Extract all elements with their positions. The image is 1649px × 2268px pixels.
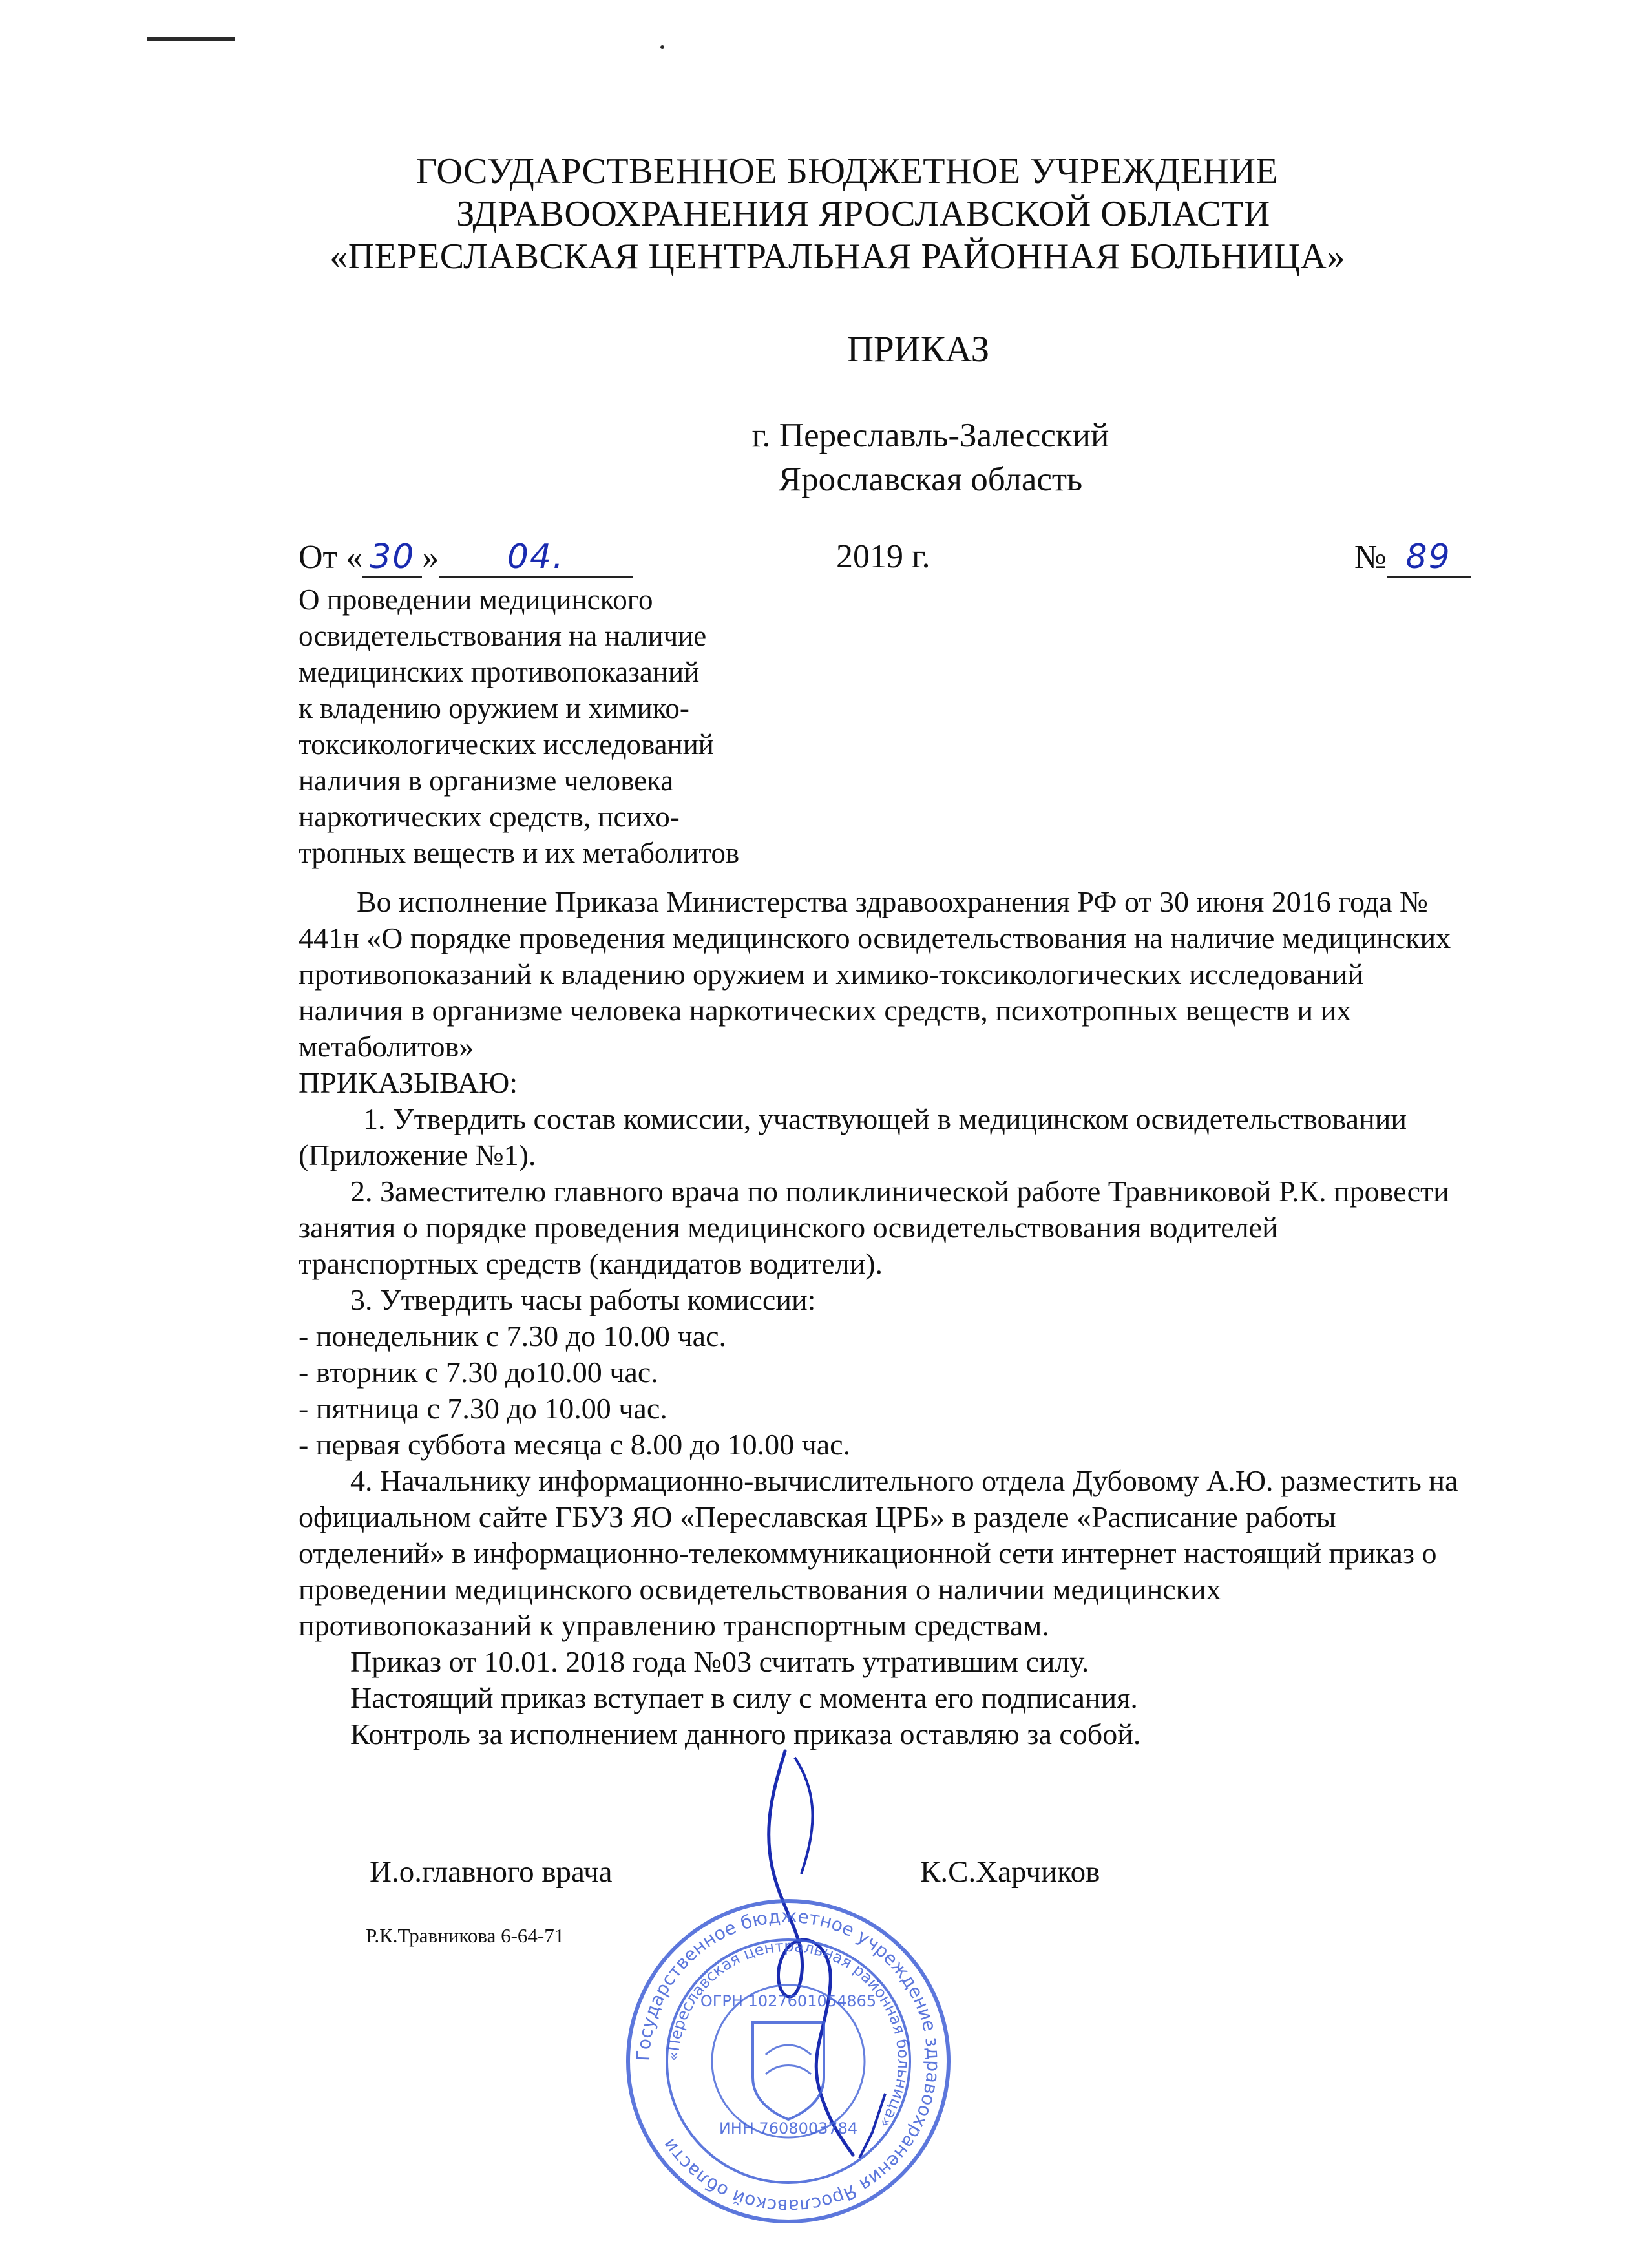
document-type: ПРИКАЗ bbox=[846, 329, 990, 370]
region: Ярославская область bbox=[778, 461, 1083, 498]
subject-line: медицинских противопоказаний bbox=[299, 656, 700, 688]
seal-ogrn: ОГРН 1027601054865 bbox=[700, 1992, 877, 2010]
date-day: 30 bbox=[370, 538, 415, 576]
header-line-2: ЗДРАВООХРАНЕНИЯ ЯРОСЛАВСКОЙ ОБЛАСТИ bbox=[456, 194, 1270, 234]
header-line-3: «ПЕРЕСЛАВСКАЯ ЦЕНТРАЛЬНАЯ РАЙОННАЯ БОЛЬНИЦА» bbox=[330, 236, 1345, 277]
subject-line: О проведении медицинского bbox=[299, 583, 653, 616]
subject-line: освидетельствования на наличие bbox=[299, 620, 707, 652]
closing-line: Настоящий приказ вступает в силу с момента его подписания. bbox=[350, 1681, 1138, 1714]
item-2-line: занятия о порядке проведения медицинского освидетельствования водителей bbox=[299, 1211, 1278, 1244]
date-month-slot bbox=[439, 538, 633, 578]
order-date bbox=[299, 538, 633, 578]
number-value: 89 bbox=[1405, 538, 1451, 576]
city: г. Переславль-Залесский bbox=[751, 417, 1109, 454]
scan-artifact-dot bbox=[660, 45, 664, 49]
order-word: ПРИКАЗЫВАЮ: bbox=[299, 1066, 518, 1099]
schedule-line: - понедельник с 7.30 до 10.00 час. bbox=[299, 1319, 726, 1352]
schedule-line: - пятница с 7.30 до 10.00 час. bbox=[299, 1392, 667, 1425]
official-seal bbox=[620, 1893, 956, 2229]
number-label: № bbox=[1354, 539, 1387, 576]
item-1-line: (Приложение №1). bbox=[299, 1139, 536, 1171]
subject-line: тропных веществ и их метаболитов bbox=[299, 837, 740, 869]
order-number bbox=[1354, 538, 1471, 578]
closing-line: Контроль за исполнением данного приказа оставляю за собой. bbox=[350, 1717, 1141, 1750]
item-4-line: отделений» в информационно-телекоммуникационной сети интернет настоящий приказ о bbox=[299, 1537, 1437, 1570]
preamble-line: противопоказаний к владению оружием и химико-токсикологических исследований bbox=[299, 958, 1364, 991]
preamble-line: Во исполнение Приказа Министерства здравоохранения РФ от 30 июня 2016 года № bbox=[357, 885, 1428, 918]
date-prefix: От « bbox=[299, 539, 363, 576]
signatory-name: К.С.Харчиков bbox=[920, 1855, 1100, 1889]
date-day-slot bbox=[362, 538, 422, 578]
seal-inn: ИНН 7608003784 bbox=[719, 2119, 858, 2137]
order-subject bbox=[299, 582, 790, 871]
svg-text:«Переславская центральная райо bbox=[664, 1937, 912, 2132]
schedule-line: - вторник с 7.30 до10.00 час. bbox=[299, 1356, 658, 1389]
contact-person: Р.К.Травникова 6-64-71 bbox=[366, 1924, 565, 1947]
item-2-line: 2. Заместителю главного врача по поликлинической работе Травниковой Р.К. провести bbox=[350, 1175, 1449, 1208]
schedule-line: - первая суббота месяца с 8.00 до 10.00 час. bbox=[299, 1428, 851, 1461]
subject-line: к владению оружием и химико- bbox=[299, 692, 689, 724]
date-month: 04. bbox=[507, 538, 565, 576]
order-body bbox=[299, 884, 1565, 1752]
item-1-line: 1. Утвердить состав комиссии, участвующей в медицинском освидетельствовании bbox=[363, 1102, 1407, 1135]
subject-line: наркотических средств, психо- bbox=[299, 801, 680, 833]
preamble-line: метаболитов» bbox=[299, 1030, 474, 1063]
seal-inner-text: «Переславская центральная районная больница» bbox=[664, 1937, 913, 2132]
signatory-position: И.о.главного врача bbox=[370, 1855, 613, 1889]
subject-line: наличия в организме человека bbox=[299, 764, 674, 797]
number-slot bbox=[1387, 538, 1471, 578]
item-4-line: 4. Начальнику информационно-вычислительного отдела Дубовому А.Ю. разместить на bbox=[350, 1464, 1458, 1497]
preamble-line: наличия в организме человека наркотических средств, психотропных веществ и их bbox=[299, 994, 1352, 1027]
header-line-1: ГОСУДАРСТВЕННОЕ БЮДЖЕТНОЕ УЧРЕЖДЕНИЕ bbox=[415, 151, 1279, 191]
item-2-line: транспортных средств (кандидатов водители). bbox=[299, 1247, 883, 1280]
preamble-line: 441н «О порядке проведения медицинского освидетельствования на наличие медицинских bbox=[299, 921, 1451, 954]
item-4-line: проведении медицинского освидетельствования о наличии медицинских bbox=[299, 1573, 1221, 1606]
date-year: 2019 г. bbox=[836, 538, 930, 575]
item-4-line: противопоказаний к управлению транспортным средствам. bbox=[299, 1609, 1049, 1642]
subject-line: токсикологических исследований bbox=[299, 728, 714, 761]
scan-artifact-line bbox=[147, 37, 235, 41]
date-mid: » bbox=[422, 539, 439, 576]
item-4-line: официальном сайте ГБУЗ ЯО «Переславская ЦРБ» в разделе «Расписание работы bbox=[299, 1500, 1336, 1533]
seal-outer-text: Государственное бюджетное учреждение здравоохранения Ярославской области bbox=[632, 1905, 945, 2218]
item-3-line: 3. Утвердить часы работы комиссии: bbox=[350, 1283, 816, 1316]
closing-line: Приказ от 10.01. 2018 года №03 считать утратившим силу. bbox=[350, 1645, 1089, 1678]
organization-header bbox=[0, 150, 1649, 278]
place-block bbox=[711, 414, 1150, 501]
seal-emblem bbox=[753, 2022, 824, 2119]
